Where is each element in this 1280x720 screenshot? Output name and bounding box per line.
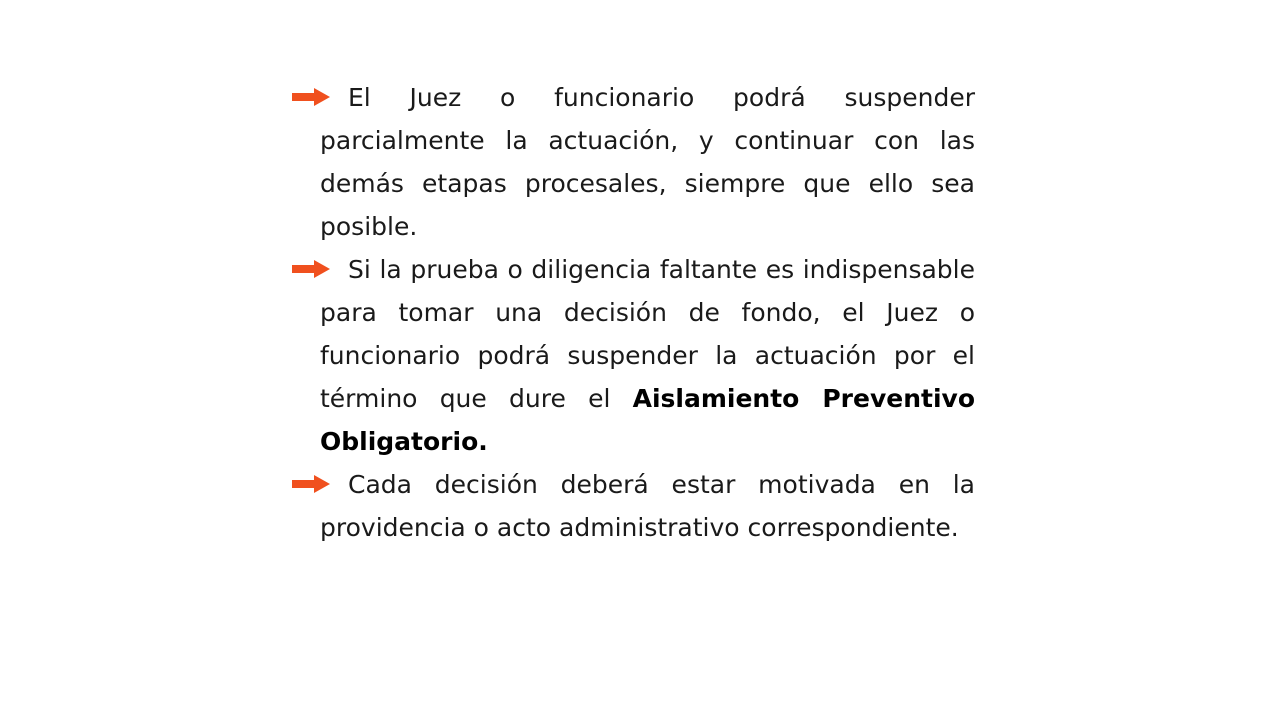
- bullet-list: [292, 76, 975, 549]
- bullet-bold-text: Aislamiento Preventivo Obligatorio.: [320, 384, 975, 456]
- orange-arrow-icon: [292, 475, 330, 493]
- arrow-shape: [292, 475, 330, 493]
- arrow-shape: [292, 260, 330, 278]
- bullet-text: Si la prueba o diligencia faltante es indispensable para tomar una decisión de fondo, el Juez o funcionario podrá suspender la actuación por el término que dure el: [320, 255, 975, 413]
- bullet-text: El Juez o funcionario podrá suspender parcialmente la actuación, y continuar con las demás etapas procesales, siempre que ello sea posible.: [320, 83, 975, 241]
- orange-arrow-icon: [292, 88, 330, 106]
- orange-arrow-icon: [292, 260, 330, 278]
- bullet-item: [292, 463, 975, 549]
- bullet-item: [292, 76, 975, 248]
- bullet-text: Cada decisión deberá estar motivada en la providencia o acto administrativo correspondiente.: [320, 470, 975, 542]
- bullet-item: [292, 248, 975, 463]
- arrow-shape: [292, 88, 330, 106]
